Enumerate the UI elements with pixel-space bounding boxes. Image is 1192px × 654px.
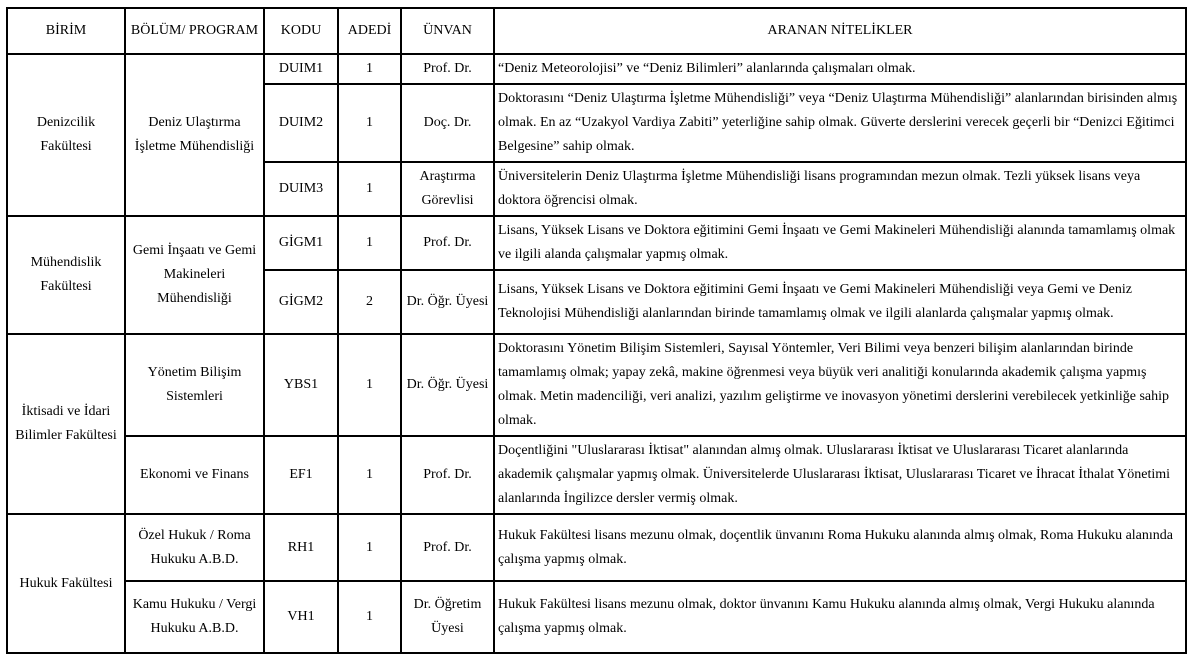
count-cell: 1 (338, 84, 401, 162)
code-cell: DUIM3 (264, 162, 338, 216)
col-header-adedi: ADEDİ (338, 8, 401, 54)
title-cell: Prof. Dr. (401, 216, 494, 270)
col-header-nitelikler: ARANAN NİTELİKLER (494, 8, 1186, 54)
qualifications-cell: Lisans, Yüksek Lisans ve Doktora eğitimini Gemi İnşaatı ve Gemi Makineleri Mühendisliği veya Gemi ve Deniz Teknolojisi Mühendisliği alanlarından birinde tamamlamış olmak ve ilgili alanlarda çalışmalar yapmış olmak. (494, 270, 1186, 334)
title-cell: Prof. Dr. (401, 514, 494, 581)
table-row-duim1 (7, 54, 1186, 84)
count-cell: 1 (338, 514, 401, 581)
program-cell-ekonomi-finans: Ekonomi ve Finans (125, 436, 264, 514)
qualifications-cell: “Deniz Meteorolojisi” ve “Deniz Bilimleri” alanlarında çalışmaları olmak. (494, 54, 1186, 84)
table-row-ybs1 (7, 334, 1186, 436)
program-cell-gemi-insaati: Gemi İnşaatı ve Gemi Makineleri Mühendisliği (125, 216, 264, 334)
col-header-birim: BİRİM (7, 8, 125, 54)
code-cell: VH1 (264, 581, 338, 653)
title-cell: Araştırma Görevlisi (401, 162, 494, 216)
faculty-cell-iktisadi: İktisadi ve İdari Bilimler Fakültesi (7, 334, 125, 514)
code-cell: GİGM1 (264, 216, 338, 270)
count-cell: 1 (338, 436, 401, 514)
col-header-unvan: ÜNVAN (401, 8, 494, 54)
qualifications-cell: Lisans, Yüksek Lisans ve Doktora eğitimini Gemi İnşaatı ve Gemi Makineleri Mühendisliği alanında tamamlamış olmak ve ilgili alanda çalışmalar yapmış olmak. (494, 216, 1186, 270)
col-header-bolum-program: BÖLÜM/ PROGRAM (125, 8, 264, 54)
title-cell: Dr. Öğr. Üyesi (401, 334, 494, 436)
title-cell: Prof. Dr. (401, 54, 494, 84)
code-cell: EF1 (264, 436, 338, 514)
code-cell: DUIM1 (264, 54, 338, 84)
code-cell: YBS1 (264, 334, 338, 436)
table-row-gigm1 (7, 216, 1186, 270)
program-cell-yonetim-bilisim: Yönetim Bilişim Sistemleri (125, 334, 264, 436)
qualifications-cell: Doktorasını “Deniz Ulaştırma İşletme Mühendisliği” veya “Deniz Ulaştırma Mühendisliği” alanlarından birisinden almış olmak. En az “Uzakyol Vardiya Zabiti” yeterliğine sahip olmak. Güverte derslerini verecek geçerli bir “Denizci Eğitimci Belgesine” sahip olmak. (494, 84, 1186, 162)
code-cell: RH1 (264, 514, 338, 581)
code-cell: GİGM2 (264, 270, 338, 334)
count-cell: 2 (338, 270, 401, 334)
header-row (7, 8, 1186, 54)
faculty-cell-hukuk: Hukuk Fakültesi (7, 514, 125, 653)
title-cell: Doç. Dr. (401, 84, 494, 162)
count-cell: 1 (338, 216, 401, 270)
academic-positions-table (6, 7, 1187, 654)
document-page (6, 7, 1186, 654)
table-row-ef1 (7, 436, 1186, 514)
faculty-cell-denizcilik: Denizcilik Fakültesi (7, 54, 125, 216)
faculty-cell-muhendislik: Mühendislik Fakültesi (7, 216, 125, 334)
title-cell: Dr. Öğr. Üyesi (401, 270, 494, 334)
code-cell: DUIM2 (264, 84, 338, 162)
title-cell: Prof. Dr. (401, 436, 494, 514)
col-header-kodu: KODU (264, 8, 338, 54)
count-cell: 1 (338, 334, 401, 436)
count-cell: 1 (338, 54, 401, 84)
program-cell-ozel-hukuk: Özel Hukuk / Roma Hukuku A.B.D. (125, 514, 264, 581)
program-cell-deniz-ulastirma: Deniz Ulaştırma İşletme Mühendisliği (125, 54, 264, 216)
qualifications-cell: Üniversitelerin Deniz Ulaştırma İşletme Mühendisliği lisans programından mezun olmak. Tezli yüksek lisans veya doktora öğrencisi olmak. (494, 162, 1186, 216)
table-row-rh1 (7, 514, 1186, 581)
qualifications-cell: Doçentliğini "Uluslararası İktisat" alanından almış olmak. Uluslararası İktisat ve Uluslararası Ticaret alanlarında akademik çalışmalar yapmış olmak. Üniversitelerde Uluslararası İktisat, Uluslararası Ticaret ve İhracat İthalat Yönetimi alanlarında İngilizce dersler vermiş olmak. (494, 436, 1186, 514)
program-cell-kamu-hukuku: Kamu Hukuku / Vergi Hukuku A.B.D. (125, 581, 264, 653)
title-cell: Dr. Öğretim Üyesi (401, 581, 494, 653)
table-row-vh1 (7, 581, 1186, 653)
qualifications-cell: Hukuk Fakültesi lisans mezunu olmak, doktor ünvanını Kamu Hukuku alanında almış olmak, Vergi Hukuku alanında çalışma yapmış olmak. (494, 581, 1186, 653)
qualifications-cell: Doktorasını Yönetim Bilişim Sistemleri, Sayısal Yöntemler, Veri Bilimi veya benzeri bilişim alanlarından birinde tamamlamış olmak; yapay zekâ, makine öğrenmesi veya büyük veri analitiği konularında akademik çalışma yapmış olmak. Metin madenciliği, veri analizi, yazılım geliştirme ve inovasyon yönetimi derslerini verebilecek yetkinliğe sahip olmak. (494, 334, 1186, 436)
count-cell: 1 (338, 162, 401, 216)
qualifications-cell: Hukuk Fakültesi lisans mezunu olmak, doçentlik ünvanını Roma Hukuku alanında almış olmak, Roma Hukuku alanında çalışma yapmış olmak. (494, 514, 1186, 581)
count-cell: 1 (338, 581, 401, 653)
